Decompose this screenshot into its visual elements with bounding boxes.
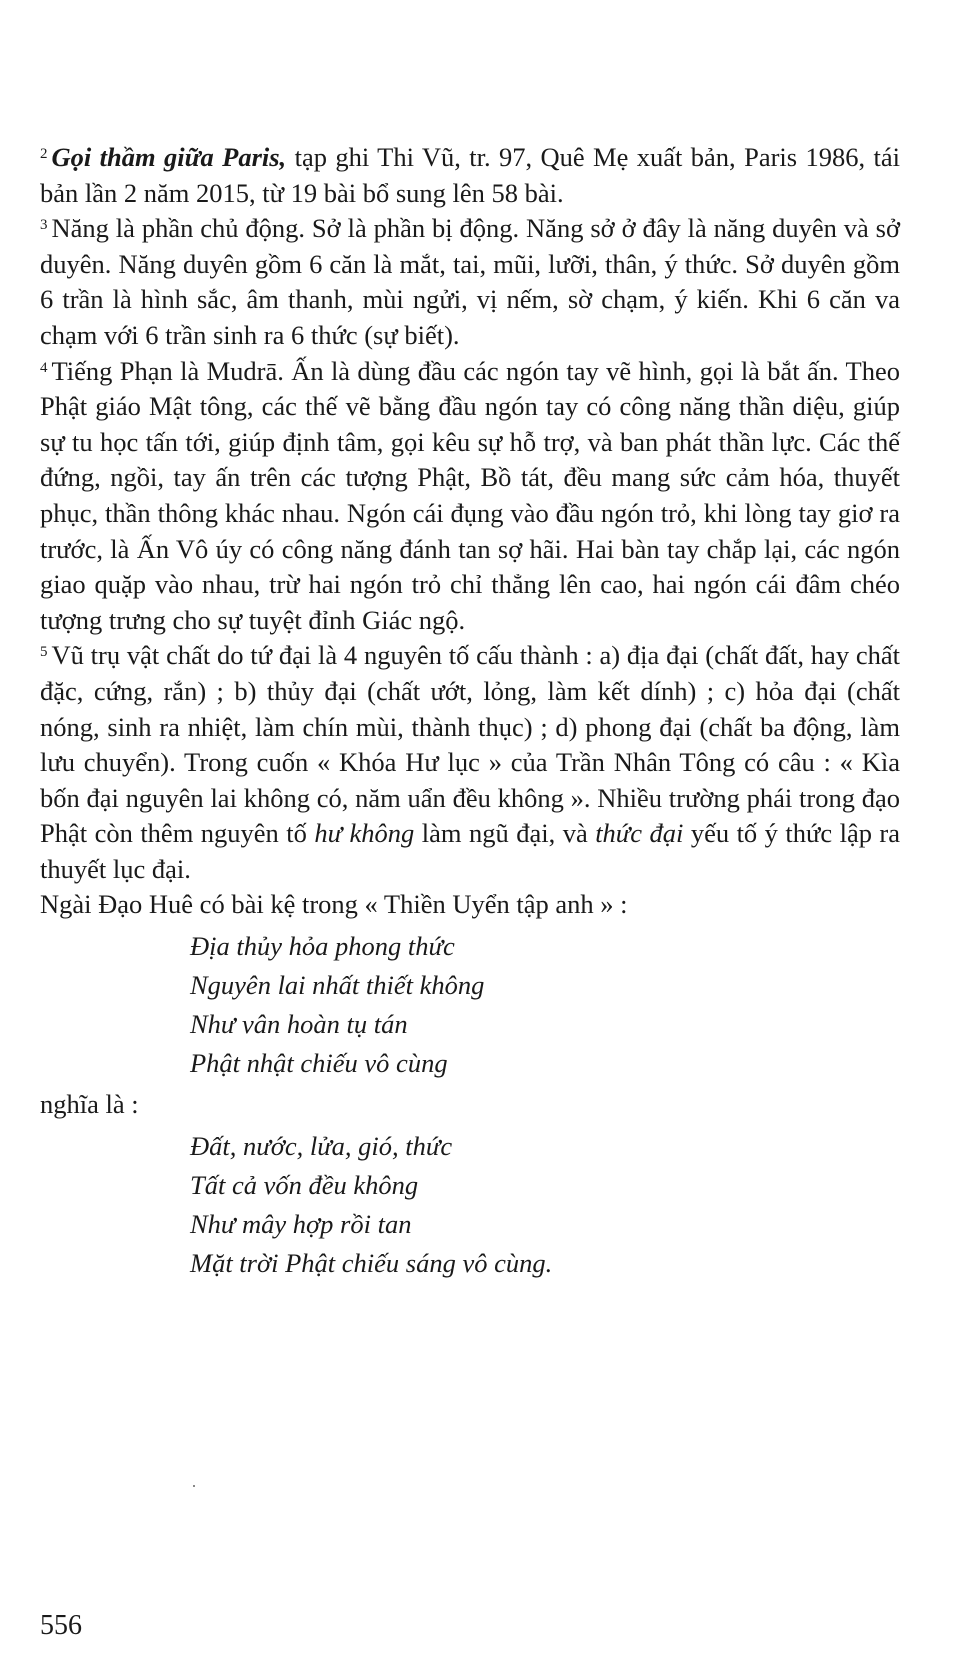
scan-speck	[193, 1485, 195, 1487]
verse-original	[190, 927, 900, 1083]
verse-translation	[190, 1127, 900, 1283]
verse-line: Tất cả vốn đều không	[190, 1169, 419, 1200]
footnote-number: 5	[40, 644, 48, 661]
verse-line: Đất, nước, lửa, gió, thức	[190, 1130, 453, 1161]
verse-line: Như vân hoàn tụ tán	[190, 1009, 408, 1040]
footnote-number: 4	[40, 359, 48, 376]
verse-line: Địa thủy hỏa phong thức	[190, 931, 455, 962]
footnote-text: Năng là phần chủ động. Sở là phần bị động. Năng sở ở đây là năng duyên và sở duyên. Năng duyên gồm 6 căn là mắt, tai, mũi, lưỡi, thân, ý thức. Sở duyên gồm 6 trần là hình sắc, âm thanh, mùi ngửi, vị nếm, sờ chạm, ý kiến. Khi 6 căn va chạm với 6 trần sinh ra 6 thức (sự biết).	[40, 213, 900, 350]
verse-line: Mặt trời Phật chiếu sáng vô cùng.	[190, 1247, 553, 1278]
footnote-text: tạp ghi Thi Vũ, tr. 97, Quê Mẹ xuất bản, Paris 1986, tái bản lần 2 năm 2015, từ 19 bài bổ sung lên 58 bài.	[40, 142, 900, 208]
verse-line: Nguyên lai nhất thiết không	[190, 970, 485, 1001]
footnote-number: 2	[40, 146, 48, 162]
footnote-text: làm ngũ đại, và	[414, 818, 596, 849]
verse-line: Phật nhật chiếu vô cùng	[190, 1048, 448, 1079]
italic-term: thức đại	[595, 818, 684, 849]
italic-term: hư không	[314, 818, 415, 849]
book-title: Gọi thầm giữa Paris,	[51, 142, 287, 172]
page-number: 556	[40, 1610, 82, 1641]
footnote-number: 3	[40, 217, 48, 234]
footnote-2	[40, 140, 900, 211]
verse-intro: Ngài Đạo Huê có bài kệ trong « Thiền Uyển tập anh » :	[40, 889, 628, 920]
translation-intro: nghĩa là :	[40, 1089, 139, 1120]
footnote-text: Tiếng Phạn là Mudrā. Ấn là dùng đầu các ngón tay vẽ hình, gọi là bắt ấn. Theo Phật giáo Mật tông, các thế vẽ bằng đầu ngón tay có công năng thần diệu, giúp sự tu học tấn tới, giúp định tâm, gọi kêu sự hỗ trợ, và ban phát thần lực. Các thế đứng, ngồi, tay ấn trên các tượng Phật, Bồ tát, đều mang sức cảm hóa, thuyết phục, thần thông khác nhau. Ngón cái đụng vào đầu ngón trỏ, khi lòng tay giơ ra trước, là Ấn Vô úy có công năng đánh tan sợ hãi. Hai bàn tay chắp lại, các ngón giao quặp vào nhau, trừ hai ngón trỏ chỉ thẳng lên cao, hai ngón cái đâm chéo tượng trưng cho sự tuyệt đỉnh Giác ngộ.	[40, 355, 900, 635]
footnote-text: Vũ trụ vật chất do tứ đại là 4 nguyên tố cấu thành : a) địa đại (chất đất, hay chất đặc, cứng, rắn) ; b) thủy đại (chất ướt, lỏng, làm kết dính) ; c) hỏa đại (chất nóng, sinh ra nhiệt, làm chín mùi, thành thục) ; d) phong đại (chất ba động, làm lưu chuyển). Trong cuốn « Khóa Hư lục » của Trần Nhân Tông có câu : « Kìa bốn đại nguyên lai không có, năm uẩn đều không ». Nhiều trường phái trong đạo Phật còn thêm nguyên tố	[40, 640, 900, 849]
verse-line: Như mây hợp rồi tan	[190, 1208, 412, 1239]
footnote-3	[40, 211, 900, 353]
page-body	[40, 140, 900, 1287]
footnote-4	[40, 354, 900, 639]
footnote-text: yếu tố ý thức lập ra thuyết lục đại.	[40, 818, 901, 884]
footnote-5	[40, 638, 900, 887]
